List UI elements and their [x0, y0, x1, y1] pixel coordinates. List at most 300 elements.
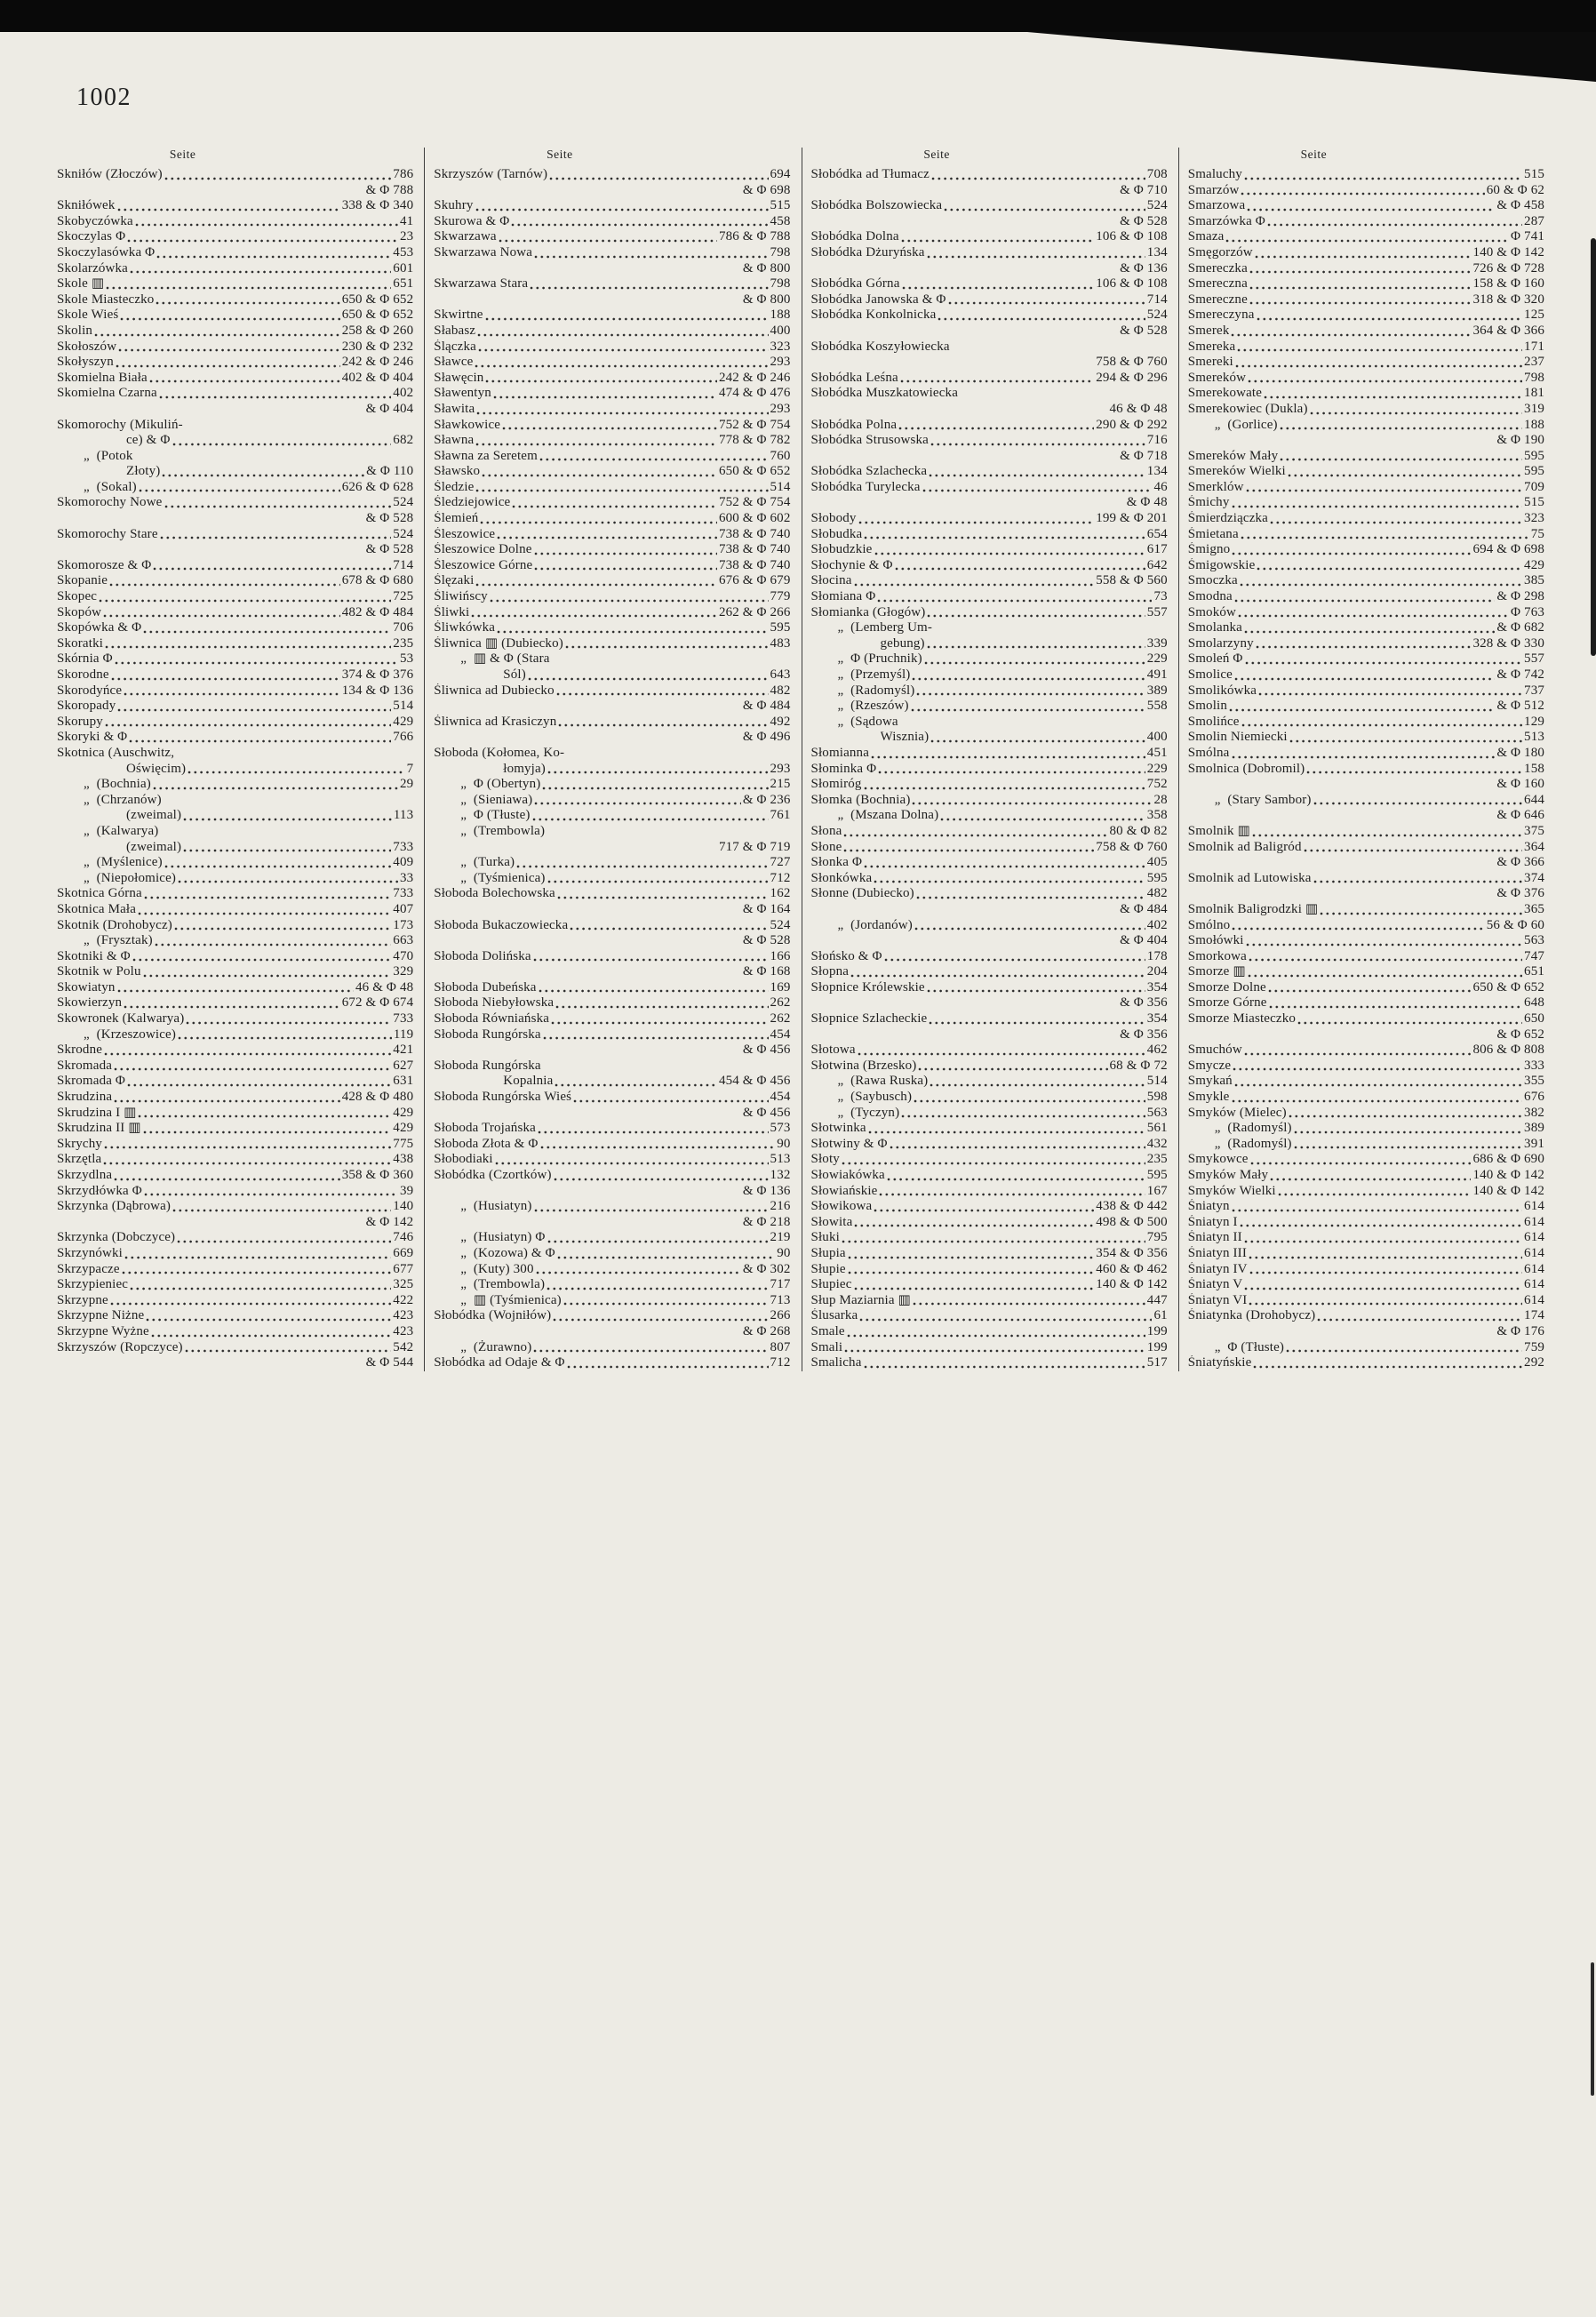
entry-name: Smorkowa: [1187, 948, 1247, 963]
index-entry: [57, 949, 413, 965]
index-entry: [1188, 808, 1544, 824]
index-entry: [434, 1184, 790, 1200]
entry-page: & Φ 268: [742, 1323, 791, 1338]
index-entry: [811, 386, 1168, 402]
entry-name: Śmietana: [1187, 526, 1239, 541]
index-entry: [57, 1168, 413, 1184]
index-entry: [434, 980, 790, 996]
entry-page: 642: [1146, 557, 1168, 572]
index-entry: [434, 1308, 790, 1324]
dot-leader: [916, 896, 1145, 899]
entry-page: 491: [1146, 667, 1168, 682]
entry-name: Słobódka Górna: [810, 276, 900, 292]
entry-name: Smereczyna: [1187, 308, 1255, 323]
dot-leader: [480, 521, 716, 524]
entry-page: 778 & Φ 782: [718, 433, 791, 448]
index-entry: [811, 542, 1168, 558]
index-entry: [434, 1230, 790, 1246]
index-entry: [1188, 261, 1544, 277]
entry-name: Ślęzaki: [434, 573, 475, 588]
entry-name: Skotnica Mała: [57, 901, 137, 916]
index-entry: [811, 605, 1168, 621]
entry-name: Śniatyn III: [1187, 1245, 1247, 1260]
dot-leader: [900, 380, 1094, 383]
dot-leader: [1249, 958, 1522, 962]
index-entry: [811, 245, 1168, 261]
dot-leader: [842, 1162, 1145, 1165]
dot-leader: [547, 834, 788, 837]
index-entry: [57, 1277, 413, 1293]
index-entry: [1188, 793, 1544, 809]
entry-page: 614: [1524, 1277, 1544, 1292]
entry-page: 557: [1146, 604, 1168, 619]
dot-leader: [1233, 1067, 1522, 1071]
entry-page: 113: [393, 808, 414, 823]
index-entry: [434, 495, 790, 511]
index-entry: [57, 871, 413, 887]
dot-leader: [547, 1287, 768, 1290]
index-entry: [811, 1230, 1168, 1246]
dot-leader: [813, 912, 1119, 915]
entry-name: „ Φ (Pruchnik): [837, 651, 922, 667]
index-entry: [1188, 949, 1544, 965]
entry-page: 230 & Φ 232: [341, 339, 414, 354]
index-entry: [1188, 229, 1544, 245]
entry-page: 733: [393, 886, 414, 901]
index-entry: [434, 1027, 790, 1043]
dot-leader: [117, 208, 340, 212]
dot-leader: [476, 411, 768, 415]
entry-page: 677: [393, 1261, 414, 1276]
entry-name: łomyja): [503, 761, 546, 776]
dot-leader: [912, 802, 1152, 805]
index-entry: [811, 964, 1168, 980]
dot-leader: [138, 912, 391, 915]
entry-page: 779: [770, 589, 791, 604]
dot-leader: [475, 583, 717, 587]
index-entry: [1188, 902, 1544, 918]
dot-leader: [1249, 1302, 1522, 1306]
entry-name: Słobódka (Wojniłów): [434, 1308, 552, 1323]
index-entry: [57, 402, 413, 418]
index-entry: [434, 1074, 790, 1090]
dot-leader: [534, 255, 768, 259]
index-entry: [57, 433, 413, 449]
entry-page: 242 & Φ 246: [341, 355, 414, 370]
entry-page: 483: [770, 635, 791, 651]
entry-page: 60 & Φ 62: [1486, 182, 1544, 197]
index-entry: [811, 651, 1168, 667]
index-entry: [811, 855, 1168, 871]
entry-page: 676 & Φ 679: [718, 573, 791, 588]
index-entry: [1188, 402, 1544, 418]
entry-name: Smólna: [1187, 745, 1230, 760]
entry-name: Smyków Wielki: [1187, 1183, 1276, 1198]
entry-name: Słopna: [810, 964, 850, 979]
dot-leader: [1244, 1052, 1472, 1056]
entry-name: (zweimal): [126, 839, 182, 854]
entry-page: 33: [399, 870, 414, 885]
dot-leader: [1245, 661, 1523, 665]
dot-leader: [1269, 1005, 1522, 1009]
index-entry: [1188, 824, 1544, 840]
index-entry: [434, 1168, 790, 1184]
dot-leader: [884, 958, 1145, 962]
dot-leader: [124, 692, 340, 696]
index-entry: [1188, 1199, 1544, 1215]
entry-page: 686 & Φ 690: [1472, 1152, 1544, 1167]
index-entry: [811, 1011, 1168, 1027]
entry-name: „ (Sieniawa): [460, 792, 533, 807]
entry-name: Skromada Φ: [57, 1074, 126, 1089]
entry-page: & Φ 528: [742, 933, 791, 948]
entry-page: 354: [1146, 979, 1168, 995]
entry-page: 727: [770, 855, 791, 870]
entry-page: 389: [1146, 683, 1168, 698]
dot-leader: [848, 1256, 1094, 1259]
index-entry: [1188, 1074, 1544, 1090]
entry-name: Słobodiaki: [434, 1152, 493, 1167]
entry-page: 447: [1146, 1292, 1168, 1307]
entry-name: „ (Bochnia): [84, 777, 151, 792]
entry-name: Śmigowskie: [1187, 557, 1256, 572]
entry-page: & Φ 652: [1496, 1027, 1544, 1042]
dot-leader: [435, 301, 741, 305]
entry-page: 644: [1524, 792, 1544, 807]
entry-page: & Φ 404: [365, 401, 414, 416]
entry-name: Skole Miasteczko: [57, 292, 155, 307]
index-entry: [1188, 933, 1544, 949]
dot-leader: [952, 348, 1166, 352]
entry-page: 407: [393, 901, 414, 916]
entry-page: 627: [393, 1058, 414, 1073]
dot-leader: [1237, 348, 1522, 352]
entry-page: 474 & Φ 476: [718, 386, 791, 401]
entry-name: „ ▥ (Tyśmienica): [460, 1292, 562, 1307]
dot-leader: [1247, 208, 1495, 212]
index-entry: [811, 229, 1168, 245]
entry-page: 235: [393, 635, 414, 651]
dot-leader: [149, 380, 340, 383]
entry-name: Skrzypne Niżne: [57, 1308, 145, 1323]
index-entry: [1188, 198, 1544, 214]
entry-page: 319: [1524, 401, 1544, 416]
dot-leader: [539, 458, 769, 461]
index-entry: [811, 1137, 1168, 1153]
dot-leader: [103, 614, 340, 618]
index-entry: [1188, 1137, 1544, 1153]
index-entry: [57, 730, 413, 746]
entry-name: Smykań: [1187, 1074, 1233, 1089]
index-entry: [434, 918, 790, 934]
dot-leader: [482, 474, 717, 477]
entry-page: 716: [1146, 433, 1168, 448]
entry-page: & Φ 800: [742, 292, 791, 307]
index-entry: [434, 1199, 790, 1215]
entry-name: „ (Żurawno): [460, 1339, 532, 1354]
index-entry: [811, 1184, 1168, 1200]
entry-page: 174: [1524, 1308, 1544, 1323]
dot-leader: [104, 1146, 391, 1149]
entry-page: 178: [1146, 948, 1168, 963]
dot-leader: [435, 1334, 741, 1338]
entry-page: 600 & Φ 602: [718, 511, 791, 526]
entry-page: 294 & Φ 296: [1096, 370, 1168, 385]
index-entry: [811, 1090, 1168, 1106]
entry-name: Śliwnica ▥ (Dubiecko): [434, 635, 563, 651]
dot-leader: [1241, 723, 1522, 727]
dot-leader: [813, 270, 1119, 274]
index-entry: [1188, 214, 1544, 230]
dot-leader: [493, 395, 717, 399]
index-entry: [57, 918, 413, 934]
index-entry: [57, 1074, 413, 1090]
entry-name: Słochynie & Φ: [810, 557, 893, 572]
entry-name: Skrzydłówka Φ: [57, 1183, 142, 1198]
entry-name: Śliwki: [434, 604, 470, 619]
entry-name: Skopanie: [57, 573, 108, 588]
index-entry: [434, 340, 790, 356]
index-entry: [811, 1043, 1168, 1059]
entry-page: 382: [1524, 1105, 1544, 1120]
index-entry: [434, 229, 790, 245]
entry-name: Skorodyńce: [57, 683, 123, 698]
entry-name: Słocina: [810, 573, 852, 588]
dot-leader: [874, 1209, 1094, 1212]
index-entry: [811, 1027, 1168, 1043]
entry-page: 717: [770, 1277, 791, 1292]
dot-leader: [878, 771, 1145, 774]
index-entry: [1188, 871, 1544, 887]
entry-page: 400: [770, 323, 791, 338]
entry-name: „ (Lemberg Um-: [837, 620, 933, 635]
dot-leader: [1232, 927, 1484, 931]
entry-page: 672 & Φ 674: [341, 995, 414, 1011]
entry-name: Oświęcim): [126, 761, 187, 776]
dot-leader: [960, 395, 1166, 399]
dot-leader: [1231, 333, 1471, 337]
entry-page: 663: [393, 933, 414, 948]
entry-name: Smali: [810, 1339, 843, 1354]
entry-page: 287: [1524, 213, 1544, 228]
entry-name: „ (Niepołomice): [84, 870, 177, 885]
index-entry: [1188, 918, 1544, 934]
entry-page: 216: [770, 1199, 791, 1214]
entry-name: Słomianna: [810, 745, 870, 760]
index-entry: [1188, 511, 1544, 527]
dot-leader: [539, 989, 769, 993]
index-entry: [434, 183, 790, 199]
entry-page: 391: [1524, 1136, 1544, 1151]
entry-page: 134: [1146, 464, 1168, 479]
dot-leader: [864, 536, 1145, 539]
entry-page: 760: [770, 448, 791, 463]
entry-page: 573: [770, 1121, 791, 1136]
entry-name: „ (Rawa Ruska): [837, 1074, 929, 1089]
index-entry: [811, 1293, 1168, 1309]
entry-page: 328 & Φ 330: [1472, 635, 1544, 651]
entry-name: Smarzowa: [1187, 198, 1246, 213]
entry-page: 598: [1146, 1090, 1168, 1105]
entry-page: 389: [1524, 1121, 1544, 1136]
entry-page: & Φ 176: [1496, 1323, 1544, 1338]
dot-leader: [813, 505, 1125, 508]
index-entry: [57, 542, 413, 558]
dot-leader: [813, 458, 1119, 461]
entry-name: „ (Sokal): [84, 479, 137, 494]
entry-page: 354 & Φ 356: [1096, 1245, 1168, 1260]
entry-page: 524: [393, 495, 414, 510]
entry-page: 798: [770, 276, 791, 292]
entry-name: Słobódka Bolszowiecka: [810, 198, 943, 213]
entry-page: 558: [1146, 699, 1168, 714]
index-entry: [434, 824, 790, 840]
dot-leader: [813, 364, 1095, 368]
index-entry: [1188, 683, 1544, 699]
dot-leader: [547, 771, 769, 774]
index-entry: [1188, 433, 1544, 449]
entry-page: 73: [1153, 589, 1168, 604]
dot-leader: [1250, 1162, 1472, 1165]
entry-name: Skomorochy (Mikuliń-: [57, 417, 183, 432]
entry-name: „ (Stary Sambor): [1214, 792, 1312, 807]
entry-page: 515: [1524, 495, 1544, 510]
entry-name: Słupie: [810, 1261, 846, 1276]
entry-name: Skorodne: [57, 667, 109, 682]
dot-leader: [59, 411, 364, 415]
entry-page: 650 & Φ 652: [718, 464, 791, 479]
entry-page: 7: [406, 761, 414, 776]
index-entry: [57, 1090, 413, 1106]
entry-name: Skorupy: [57, 714, 103, 729]
index-entry: [1188, 667, 1544, 683]
dot-leader: [864, 865, 1145, 868]
entry-name: Skrudzina: [57, 1090, 113, 1105]
entry-name: Smyków (Mielec): [1187, 1105, 1287, 1120]
dot-leader: [874, 880, 1145, 883]
entry-name: Złoty): [126, 464, 161, 479]
index-entry: [1188, 1215, 1544, 1231]
dot-leader: [854, 583, 1095, 587]
entry-name: Słobudka: [810, 526, 863, 541]
index-entry: [57, 1230, 413, 1246]
entry-name: Skomorochy Stare: [57, 526, 158, 541]
entry-page: 650 & Φ 652: [341, 308, 414, 323]
index-entry: [811, 777, 1168, 793]
entry-page: 429: [1524, 557, 1544, 572]
entry-name: Słupiec: [810, 1277, 852, 1292]
dot-leader: [435, 943, 741, 947]
index-entry: [811, 808, 1168, 824]
index-entry: [57, 824, 413, 840]
index-entry: [811, 495, 1168, 511]
dot-leader: [844, 1349, 1145, 1353]
dot-leader: [59, 521, 364, 524]
index-entry: [811, 214, 1168, 230]
dot-leader: [1190, 865, 1496, 868]
entry-page: 747: [1524, 948, 1544, 963]
index-entry: [434, 308, 790, 324]
entry-page: 132: [770, 1168, 791, 1182]
index-entry: [57, 886, 413, 902]
entry-name: Skromada: [57, 1058, 113, 1073]
index-entry: [434, 762, 790, 778]
entry-page: 712: [770, 1355, 791, 1370]
dot-leader: [566, 755, 788, 759]
index-entry: [1188, 527, 1544, 543]
index-entry: [57, 292, 413, 308]
entry-page: 229: [1146, 761, 1168, 776]
index-entry: [1188, 292, 1544, 308]
entry-page: & Φ 160: [1496, 777, 1544, 792]
index-entry: [434, 480, 790, 496]
entry-page: & Φ 48: [1126, 495, 1168, 510]
dot-leader: [890, 1146, 1145, 1149]
entry-page: 355: [1524, 1074, 1544, 1089]
index-entry: [1188, 1246, 1544, 1262]
index-entry: [811, 261, 1168, 277]
index-entry: [811, 840, 1168, 856]
index-entry: [811, 167, 1168, 183]
index-entry: [57, 229, 413, 245]
entry-page: 354: [1146, 1011, 1168, 1027]
entry-page: & Φ 356: [1120, 995, 1168, 1011]
entry-page: 454: [770, 1090, 791, 1105]
entry-name: Słuki: [810, 1230, 840, 1245]
dot-leader: [573, 1099, 768, 1103]
dot-leader: [1297, 1021, 1522, 1025]
dot-leader: [556, 692, 769, 696]
entry-page: 614: [1524, 1261, 1544, 1276]
entry-name: Skomielna Czarna: [57, 386, 157, 401]
entry-name: Skniłów (Złoczów): [57, 167, 163, 181]
index-entry: [811, 1059, 1168, 1075]
entry-page: & Φ 544: [365, 1355, 414, 1370]
entry-page: 517: [1146, 1355, 1168, 1370]
entry-page: 293: [770, 401, 791, 416]
dot-leader: [130, 270, 391, 274]
dot-leader: [542, 787, 768, 790]
entry-page: 470: [393, 948, 414, 963]
dot-leader: [1256, 645, 1472, 649]
entry-name: „ (Kozowa) & Φ: [460, 1245, 555, 1260]
index-entry: [811, 371, 1168, 387]
entry-name: „ ▥ & Φ (Stara: [460, 651, 550, 667]
dot-leader: [922, 489, 1153, 492]
entry-name: Skrzętla: [57, 1152, 102, 1167]
entry-page: 429: [393, 1121, 414, 1136]
dot-leader: [854, 1287, 1095, 1290]
entry-page: 140 & Φ 142: [1472, 1183, 1544, 1198]
index-entry: [811, 292, 1168, 308]
entry-page: 428 & Φ 480: [341, 1090, 414, 1105]
dot-leader: [1289, 1115, 1522, 1118]
entry-name: Skopówka & Φ: [57, 620, 142, 635]
index-entry: [1188, 840, 1544, 856]
entry-name: Skurowa & Φ: [434, 213, 510, 228]
index-entry: [811, 511, 1168, 527]
dot-leader: [530, 286, 768, 290]
entry-name: Smodna: [1187, 589, 1233, 604]
index-entry: [1188, 855, 1544, 871]
entry-page: 766: [393, 730, 414, 745]
index-entry: [1188, 183, 1544, 199]
entry-page: 237: [1524, 355, 1544, 370]
dot-leader: [475, 489, 768, 492]
entry-page: 162: [770, 886, 791, 901]
entry-name: Śleszowice: [434, 526, 496, 541]
entry-page: 140 & Φ 142: [1472, 1168, 1544, 1182]
